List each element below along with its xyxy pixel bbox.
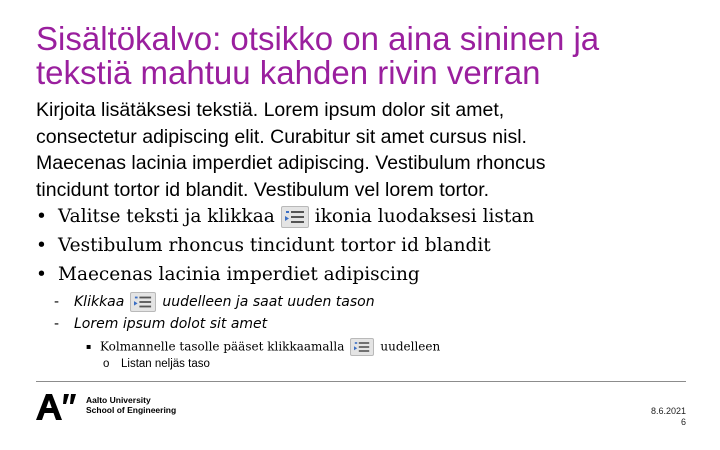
org-line-2: School of Engineering: [86, 405, 177, 415]
bullet-level4-item: [103, 357, 210, 372]
bullet-marker: •: [36, 206, 47, 227]
slide-number: 6: [680, 417, 686, 427]
organization-name: [86, 395, 176, 415]
bullet-text: uudelleen: [380, 339, 441, 354]
aalto-logo: [36, 393, 80, 421]
bullet-text: Klikkaa: [74, 294, 125, 310]
bullet-marker: o: [103, 358, 110, 370]
intro-line: tincidunt tortor id blandit. Vestibulum vel lorem tortor.: [36, 178, 490, 201]
bullet-text: Kolmannelle tasolle pääset klikkaamalla: [100, 339, 345, 354]
bullet-marker: ▪: [86, 342, 92, 351]
list-level-icon-graphic: [351, 339, 373, 355]
bullet-text: Lorem ipsum dolot sit amet: [74, 316, 268, 332]
intro-paragraph: [36, 97, 696, 203]
bullet-level1-item: [36, 205, 534, 229]
bullet-text: uudelleen ja saat uuden tason: [162, 294, 375, 310]
intro-line: Maecenas lacinia imperdiet adipiscing. Vestibulum rhoncus: [36, 152, 546, 174]
bullet-text: ikonia luodaksesi listan: [314, 206, 535, 227]
increase-list-level-icon[interactable]: [130, 292, 156, 312]
bullet-level2-item: [54, 315, 267, 333]
footer-meta: [651, 406, 686, 428]
bullet-marker: -: [54, 316, 60, 332]
bullet-text: Maecenas lacinia imperdiet adipiscing: [58, 264, 420, 285]
bullet-text: Listan neljäs taso: [121, 358, 210, 370]
bullet-marker: •: [36, 235, 47, 256]
bullet-level3-item: [86, 338, 440, 356]
list-level-icon-graphic: [282, 207, 308, 227]
title-line-1: Sisältökalvo: otsikko on aina sininen ja: [36, 20, 600, 57]
intro-line: consectetur adipiscing elit. Curabitur sit amet cursus nisl.: [36, 125, 527, 148]
title-line-2: tekstiä mahtuu kahden rivin verran: [36, 54, 541, 91]
bullet-level2-item: [54, 292, 375, 312]
bullet-level1-item: [36, 263, 420, 287]
increase-list-level-icon[interactable]: [350, 338, 374, 356]
bullet-marker: -: [54, 294, 60, 310]
list-level-icon-graphic: [131, 293, 155, 311]
bullet-level1-item: [36, 234, 491, 258]
org-line-1: Aalto University: [86, 395, 151, 405]
bullet-marker: •: [36, 264, 47, 285]
slide-title: [36, 22, 706, 90]
intro-line: Kirjoita lisätäksesi tekstiä. Lorem ipsum dolor sit amet,: [36, 99, 505, 121]
increase-list-level-icon[interactable]: [281, 206, 309, 228]
slide-date: 8.6.2021: [650, 406, 686, 416]
bullet-text: Vestibulum rhoncus tincidunt tortor id blandit: [58, 235, 491, 256]
bullet-text: Valitse teksti ja klikkaa: [58, 206, 275, 227]
footer-divider: [36, 381, 686, 382]
